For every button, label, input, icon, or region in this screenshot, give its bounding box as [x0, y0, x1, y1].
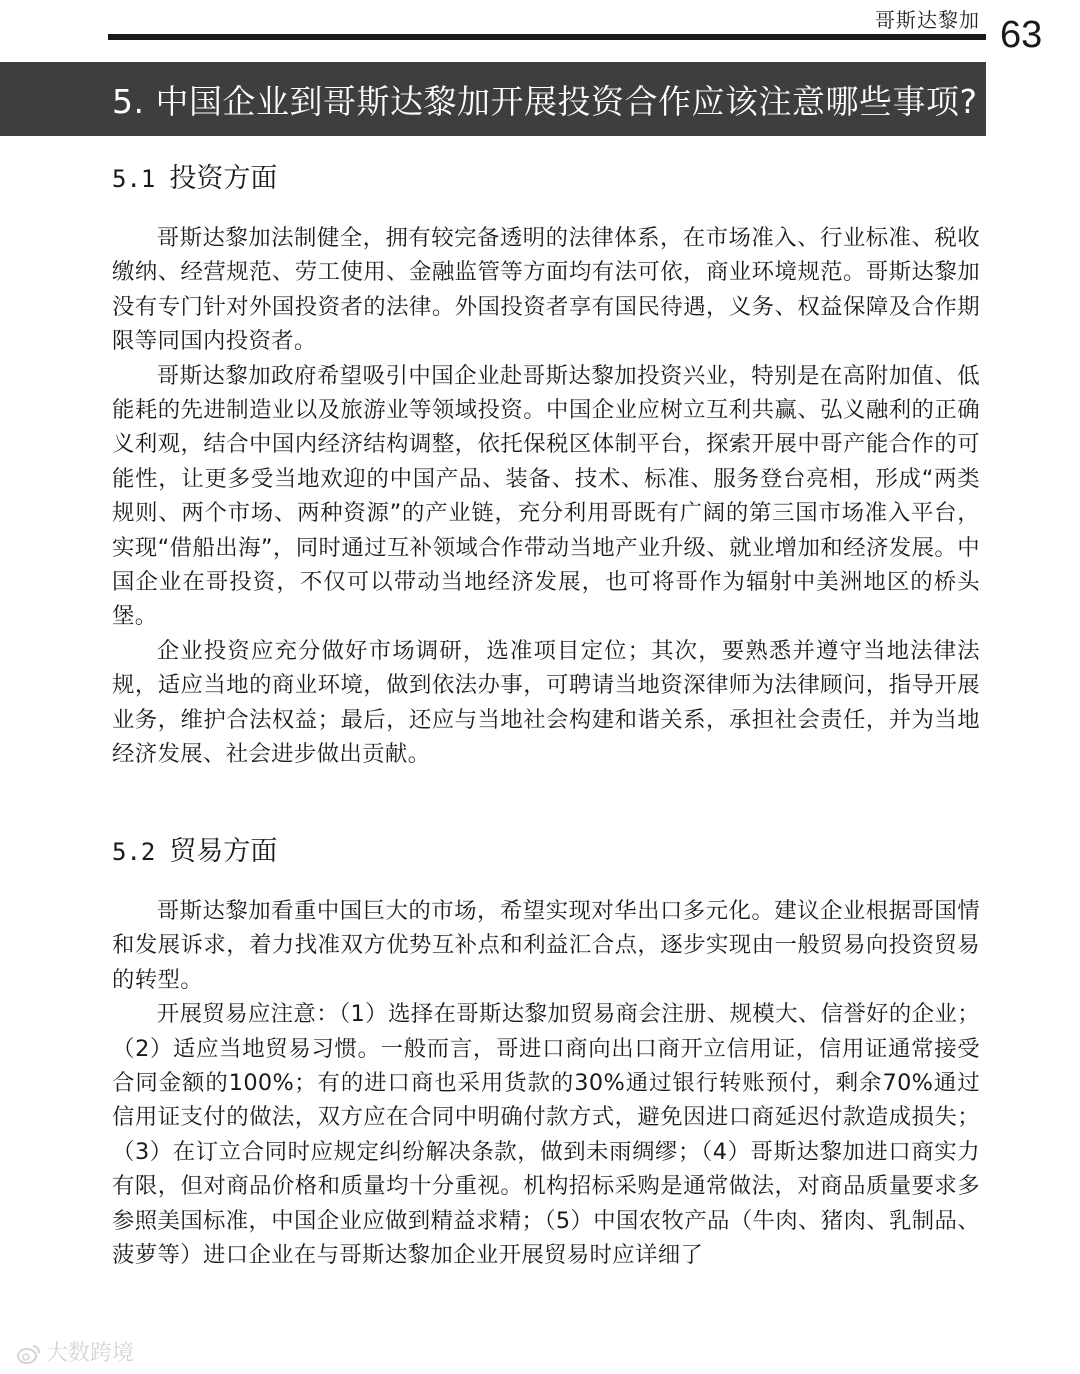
paragraph: 企业投资应充分做好市场调研，选准项目定位；其次，要熟悉并遵守当地法律法规，适应当地的商业环境，做到依法办事，可聘请当地资深律师为法律顾问，指导开展业务，维护合法权益；最后，还应与当地社会构建和谐关系，承担社会责任，并为当地经济发展、社会进步做出贡献。 [112, 637, 980, 768]
paragraph: 哥斯达黎加法制健全，拥有较完备透明的法律体系，在市场准入、行业标准、税收缴纳、经营规范、劳工使用、金融监管等方面均有法可依，商业环境规范。哥斯达黎加没有专门针对外国投资者的法律。外国投资者享有国民待遇，义务、权益保障及合作期限等同国内投资者。 [112, 225, 980, 355]
page-number: 63 [1000, 14, 1043, 56]
weibo-logo-icon [16, 1343, 42, 1365]
investment-body [112, 221, 980, 772]
section-title: 贸易方面 [169, 836, 278, 867]
watermark-text: 大数跨境 [46, 1341, 135, 1366]
section-number: 5.1 [112, 165, 156, 193]
chapter-title-bar [0, 62, 986, 136]
trade-body [112, 894, 980, 1272]
paragraph: 哥斯达黎加政府希望吸引中国企业赴哥斯达黎加投资兴业，特别是在高附加值、低能耗的先进制造业以及旅游业等领域投资。中国企业应树立互利共赢、弘义融利的正确义利观，结合中国内经济结构调整，依托保税区体制平台，探索开展中哥产能合作的可能性，让更多受当地欢迎的中国产品、装备、技术、标准、服务登台亮相，形成“两类规则、两个市场、两种资源”的产业链，充分利用哥既有广阔的第三国市场准入平台，实现“借船出海”，同时通过互补领域合作带动当地产业升级、就业增加和经济发展。中国企业在哥投资，不仅可以带动当地经济发展，也可将哥作为辐射中美洲地区的桥头堡。 [112, 362, 980, 630]
watermark [16, 1336, 134, 1367]
section-heading-investment [112, 156, 277, 195]
running-head-title: 哥斯达黎加 [875, 8, 980, 32]
section-number: 5.2 [112, 838, 156, 866]
paragraph: 开展贸易应注意：（1）选择在哥斯达黎加贸易商会注册、规模大、信誉好的企业；（2）适应当地贸易习惯。一般而言，哥进口商向出口商开立信用证，信用证通常接受合同金额的100%；有的进口商也采用货款的30%通过银行转账预付，剩余70%通过信用证支付的做法，双方应在合同中明确付款方式，避免因进口商延迟付款造成损失；（3）在订立合同时应规定纠纷解决条款，做到未雨绸缪；（4）哥斯达黎加进口商实力有限，但对商品价格和质量均十分重视。机构招标采购是通常做法，对商品质量要求多参照美国标准，中国企业应做到精益求精；（5）中国农牧产品（牛肉、猪肉、乳制品、菠萝等）进口企业在与哥斯达黎加企业开展贸易时应详细了 [112, 1001, 980, 1269]
section-heading-trade [112, 829, 277, 868]
header-rule [108, 34, 986, 40]
chapter-title: 5. 中国企业到哥斯达黎加开展投资合作应该注意哪些事项? [112, 82, 978, 121]
paragraph: 哥斯达黎加看重中国巨大的市场，希望实现对华出口多元化。建议企业根据哥国情和发展诉求，着力找准双方优势互补点和利益汇合点，逐步实现由一般贸易向投资贸易的转型。 [112, 898, 980, 993]
section-title: 投资方面 [169, 163, 278, 194]
